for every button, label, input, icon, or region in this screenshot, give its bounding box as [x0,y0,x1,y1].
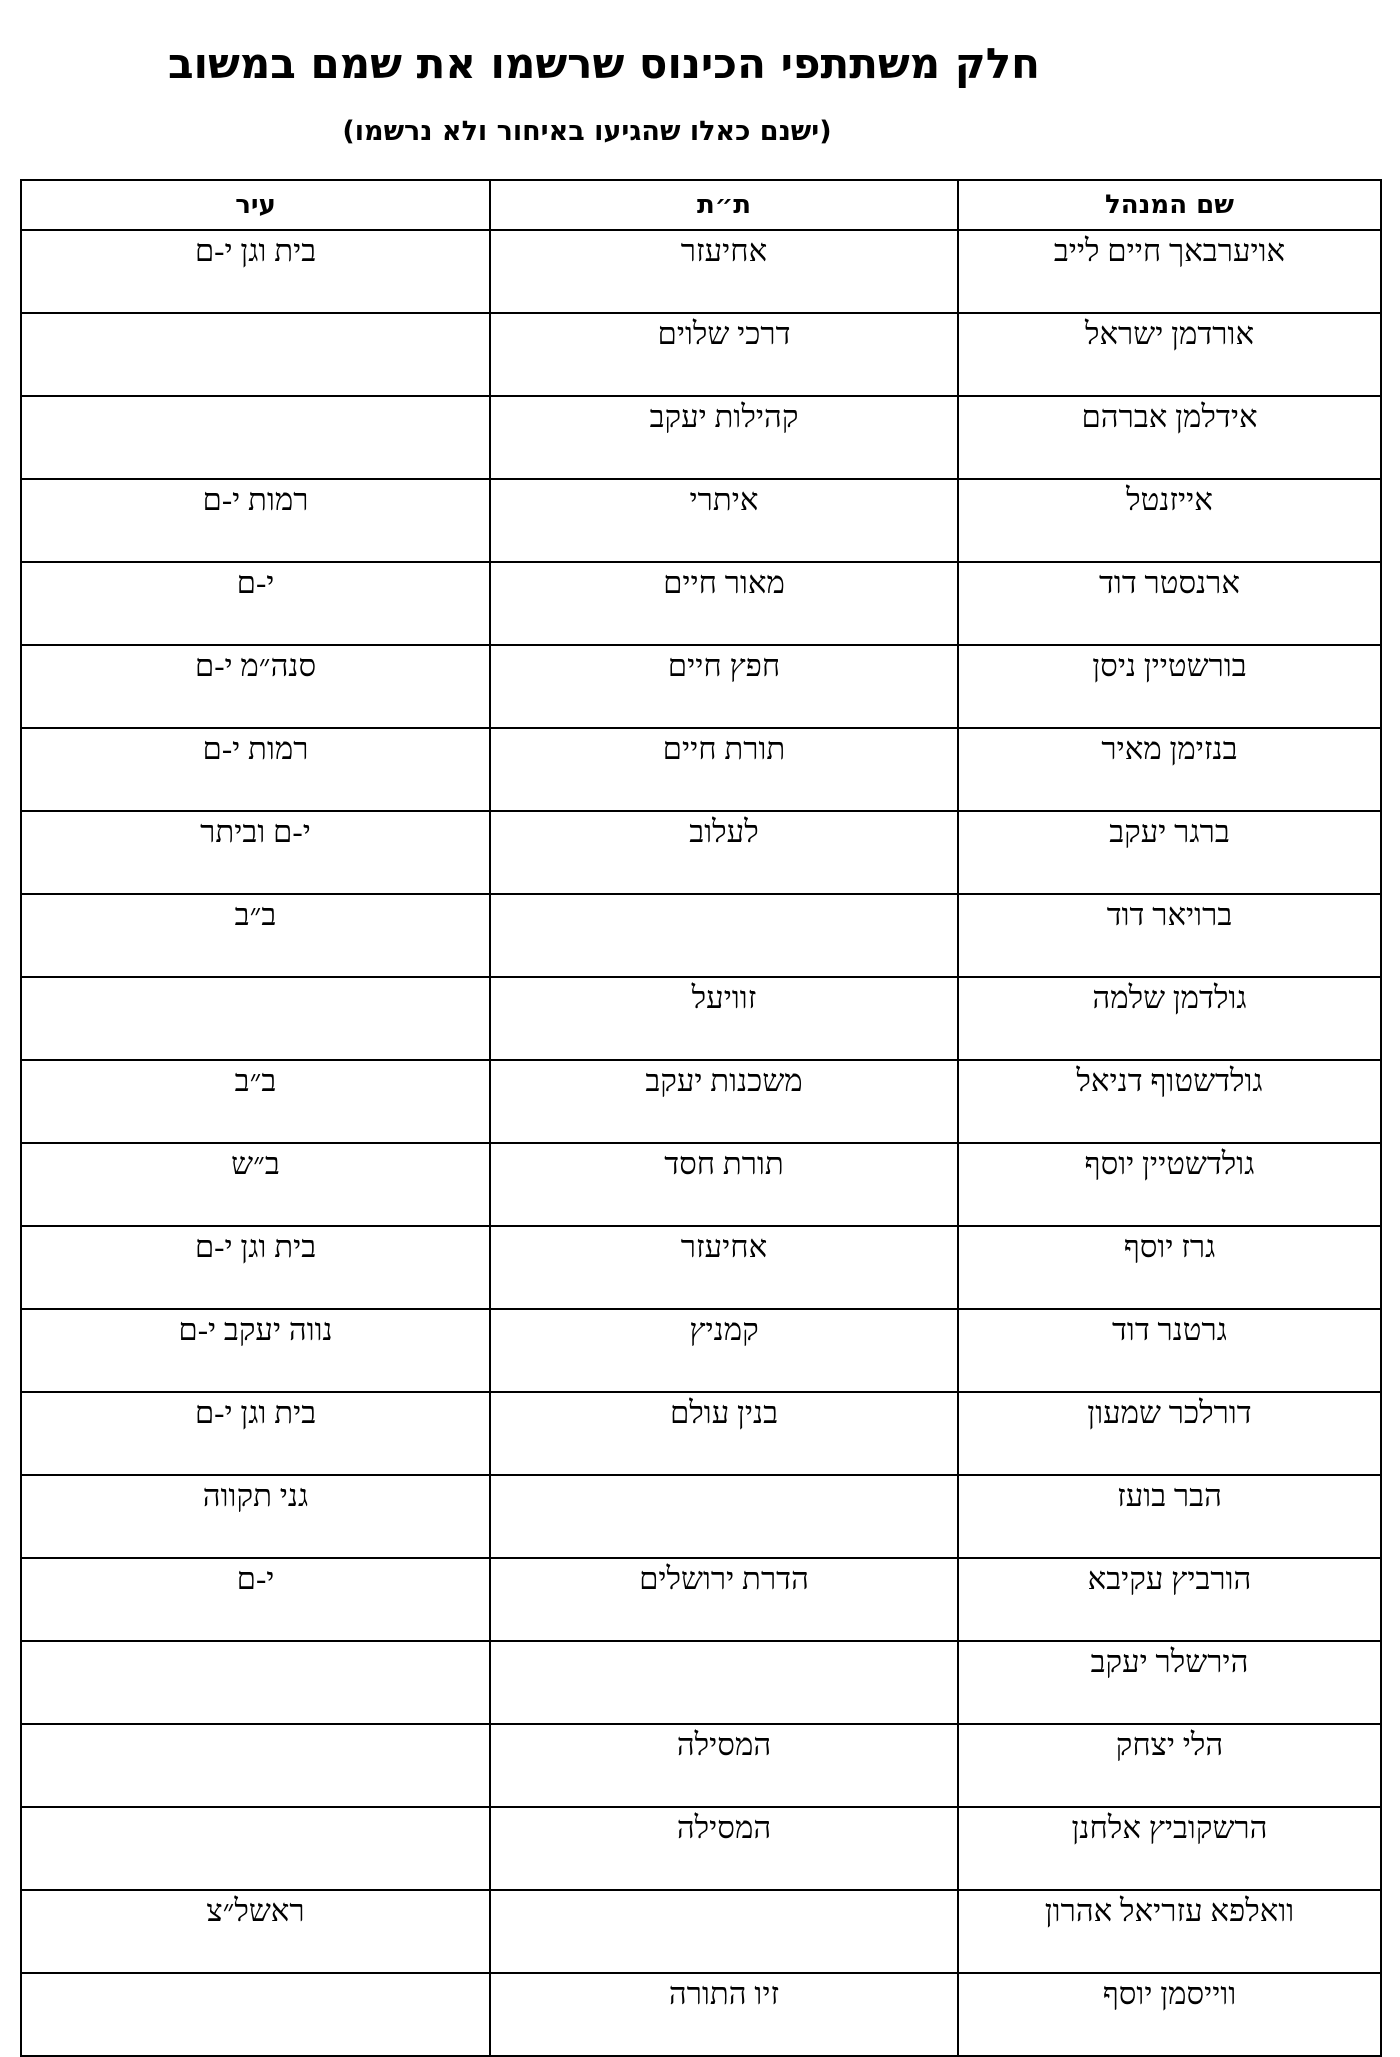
cell-city: ב״ב [21,894,490,977]
cell-manager-name: ברגר יעקב [958,811,1381,894]
table-row [21,1309,1381,1392]
cell-city [21,1641,490,1724]
cell-manager-name: ווייסמן יוסף [958,1973,1381,2056]
table-row [21,1807,1381,1890]
cell-manager-name: הבר בועז [958,1475,1381,1558]
cell-city: י-ם וביתר [21,811,490,894]
cell-school [490,894,958,977]
cell-manager-name: גרטנר דוד [958,1309,1381,1392]
cell-city: בית וגן י-ם [21,1392,490,1475]
table-row [21,1558,1381,1641]
cell-school: בנין עולם [490,1392,958,1475]
cell-school: זוויעל [490,977,958,1060]
cell-city [21,1724,490,1807]
cell-manager-name: וואלפא עזריאל אהרון [958,1890,1381,1973]
cell-city: י-ם [21,1558,490,1641]
cell-city: גני תקווה [21,1475,490,1558]
table-row [21,1392,1381,1475]
cell-city: רמות י-ם [21,728,490,811]
table-row [21,645,1381,728]
cell-manager-name: ברויאר דוד [958,894,1381,977]
cell-city: בית וגן י-ם [21,1226,490,1309]
table-row [21,1890,1381,1973]
cell-school: זיו התורה [490,1973,958,2056]
table-row [21,1641,1381,1724]
table-row [21,1143,1381,1226]
cell-school: קהילות יעקב [490,396,958,479]
cell-school: חפץ חיים [490,645,958,728]
cell-city: ב״ב [21,1060,490,1143]
table-row [21,728,1381,811]
cell-school: איתרי [490,479,958,562]
cell-manager-name: דורלכר שמעון [958,1392,1381,1475]
table-row [21,1724,1381,1807]
cell-school: תורת חיים [490,728,958,811]
participants-table [20,179,1382,2057]
cell-manager-name: הרשקוביץ אלחנן [958,1807,1381,1890]
header-school: ת״ת [490,180,958,230]
cell-manager-name: גרז יוסף [958,1226,1381,1309]
table-row [21,396,1381,479]
table-row [21,1060,1381,1143]
header-city: עיר [21,180,490,230]
cell-manager-name: הלי יצחק [958,1724,1381,1807]
table-row [21,1973,1381,2056]
table-row [21,1226,1381,1309]
cell-manager-name: גולדמן שלמה [958,977,1381,1060]
page-title: חלק משתתפי הכינוס שרשמו את שמם במשוב [168,39,1040,88]
cell-school: אחיעזר [490,1226,958,1309]
cell-city: רמות י-ם [21,479,490,562]
cell-manager-name: אידלמן אברהם [958,396,1381,479]
cell-school: קמניץ [490,1309,958,1392]
table-row [21,562,1381,645]
cell-city: נווה יעקב י-ם [21,1309,490,1392]
cell-manager-name: אייזנטל [958,479,1381,562]
cell-city [21,1973,490,2056]
cell-school [490,1475,958,1558]
cell-city [21,1807,490,1890]
cell-manager-name: אויערבאך חיים לייב [958,230,1381,313]
table-row [21,479,1381,562]
cell-school: אחיעזר [490,230,958,313]
cell-city: י-ם [21,562,490,645]
cell-school: הדרת ירושלים [490,1558,958,1641]
table-row [21,977,1381,1060]
cell-city: סנה״מ י-ם [21,645,490,728]
cell-school: תורת חסד [490,1143,958,1226]
cell-city [21,313,490,396]
cell-school: המסילה [490,1724,958,1807]
header-manager-name: שם המנהל [958,180,1381,230]
cell-school [490,1641,958,1724]
cell-city: ראשל״צ [21,1890,490,1973]
cell-school: דרכי שלוים [490,313,958,396]
table-row [21,811,1381,894]
cell-manager-name: בורשטיין ניסן [958,645,1381,728]
table-row [21,230,1381,313]
table-row [21,894,1381,977]
table-row [21,313,1381,396]
cell-city [21,396,490,479]
cell-manager-name: הורביץ עקיבא [958,1558,1381,1641]
cell-manager-name: הירשלר יעקב [958,1641,1381,1724]
cell-school: משכנות יעקב [490,1060,958,1143]
cell-school [490,1890,958,1973]
cell-city: בית וגן י-ם [21,230,490,313]
cell-manager-name: בנזימן מאיר [958,728,1381,811]
page-subtitle: (ישנם כאלו שהגיעו באיחור ולא נרשמו) [342,116,832,147]
cell-city [21,977,490,1060]
table-header-row [21,180,1381,230]
table-row [21,1475,1381,1558]
cell-school: מאור חיים [490,562,958,645]
cell-manager-name: ארנסטר דוד [958,562,1381,645]
cell-manager-name: גולדשטיין יוסף [958,1143,1381,1226]
cell-manager-name: אורדמן ישראל [958,313,1381,396]
cell-manager-name: גולדשטוף דניאל [958,1060,1381,1143]
cell-city: ב״ש [21,1143,490,1226]
cell-school: המסילה [490,1807,958,1890]
cell-school: לעלוב [490,811,958,894]
